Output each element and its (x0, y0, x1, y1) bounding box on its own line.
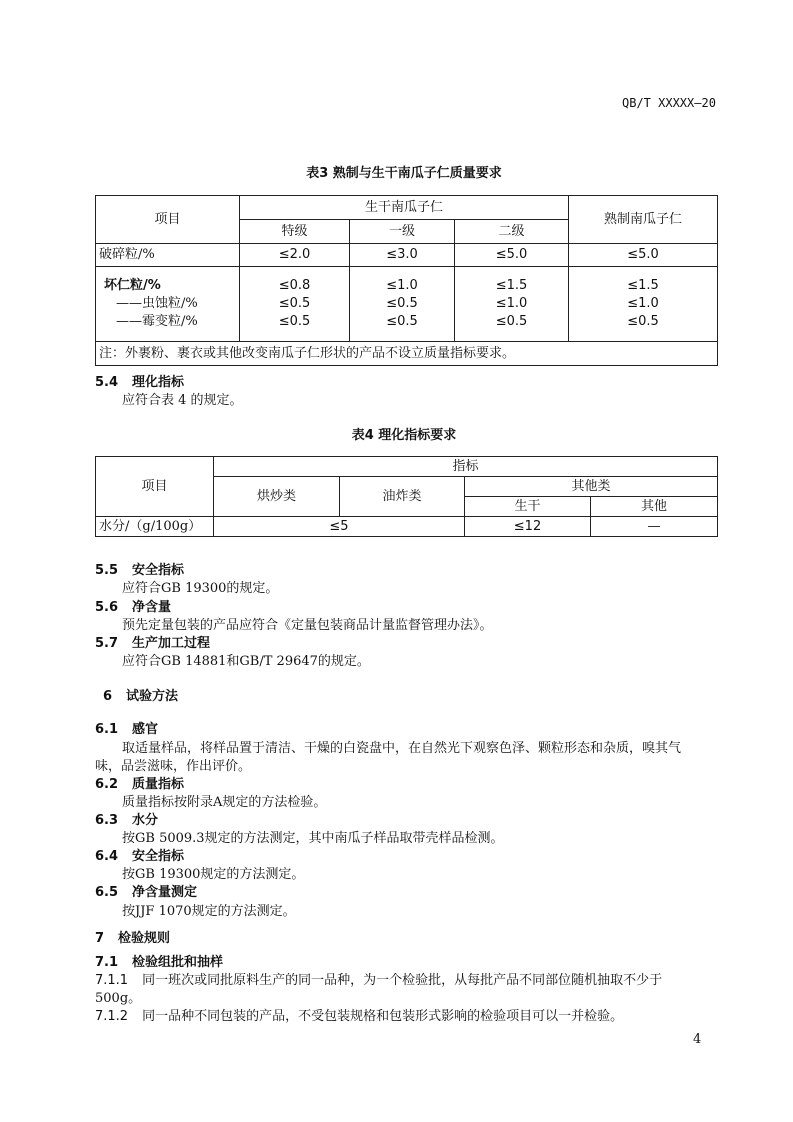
table3-grade-second: 二级 (455, 220, 569, 244)
section-5-4-text: 应符合表 4 的规定。 (122, 393, 243, 408)
section-text: 同一品种不同包装的产品，不受包装规格和包装形式影响的检验项目可以一并检验。 (142, 1009, 624, 1024)
table4-header-roast: 烘炒类 (214, 477, 340, 517)
table3-cell: ≤1.5 (495, 278, 528, 293)
table4-cell: — (591, 517, 718, 537)
table3-cell: ≤5.0 (569, 244, 718, 267)
table4-header-raw: 生干 (465, 497, 591, 517)
section-number: 5.4 (95, 375, 119, 390)
table3-cell: ≤0.5 (386, 314, 418, 329)
section-6-3-heading (95, 809, 158, 828)
table3-cell: ≤1.0 (386, 278, 418, 293)
table3-cell: ≤0.5 (627, 314, 659, 329)
section-7-heading (95, 927, 170, 946)
section-title: 理化指标 (132, 375, 185, 390)
section-number: 5.6 (95, 600, 119, 615)
section-5-5-heading (95, 559, 184, 578)
section-title: 检验规则 (118, 931, 171, 946)
section-number: 6 (103, 689, 113, 704)
section-number: 6.4 (95, 849, 119, 864)
section-number: 6.5 (95, 885, 119, 900)
section-7-1-1 (95, 969, 662, 988)
section-6-1-heading (95, 718, 158, 737)
section-title: 安全指标 (132, 849, 185, 864)
section-number: 5.7 (95, 636, 119, 651)
table3-bad-label: 坏仁粒/% (104, 278, 161, 293)
table4-cell: ≤12 (465, 517, 591, 537)
table3-bad-labels (96, 267, 240, 342)
table3-bad-col2 (350, 267, 455, 342)
section-6-2-heading (95, 773, 184, 792)
section-6-4-text: 按GB 19300规定的方法测定。 (122, 867, 305, 882)
table3-cell: ≤0.5 (495, 314, 528, 329)
section-5-5-text: 应符合GB 19300的规定。 (122, 581, 279, 596)
table3-cell: ≤3.0 (350, 244, 455, 267)
section-5-7-heading (95, 632, 210, 651)
section-6-4-heading (95, 845, 184, 864)
section-title: 生产加工过程 (132, 636, 211, 651)
table3-bad-col1 (240, 267, 350, 342)
section-7-1-heading (95, 951, 223, 970)
table3-cell: ≤2.0 (240, 244, 350, 267)
table4-header-item: 项目 (96, 457, 214, 517)
section-6-heading (103, 685, 178, 704)
section-5-6-text: 预先定量包装的产品应符合《定量包装商品计量监督管理办法》。 (122, 618, 493, 633)
section-title: 净含量测定 (132, 885, 198, 900)
section-title: 检验组批和抽样 (132, 955, 224, 970)
table3-cell: ≤5.0 (455, 244, 569, 267)
section-number: 6.1 (95, 722, 119, 737)
table3-bad-col3 (455, 267, 569, 342)
section-title: 净含量 (132, 600, 172, 615)
document-number: QB/T XXXXX—20 (622, 96, 716, 110)
section-title: 质量指标 (132, 777, 185, 792)
table4-header-index: 指标 (214, 457, 718, 477)
page-number: 4 (693, 1032, 702, 1047)
section-title: 感官 (132, 722, 159, 737)
table4-header-other: 其他 (591, 497, 718, 517)
section-number: 5.5 (95, 563, 119, 578)
table3-grade-first: 一级 (350, 220, 455, 244)
table4-header-fried: 油炸类 (340, 477, 465, 517)
section-6-5-heading (95, 881, 197, 900)
table4-caption: 表4 理化指标要求 (351, 428, 457, 443)
section-7-1-1-line2: 500g。 (95, 991, 142, 1006)
table4-header-other-type: 其他类 (465, 477, 718, 497)
table3-note: 注：外裹粉、裹衣或其他改变南瓜子仁形状的产品不设立质量指标要求。 (96, 342, 718, 366)
section-number: 7.1.1 (95, 973, 129, 988)
table3-header-cooked: 熟制南瓜子仁 (569, 196, 718, 244)
section-title: 水分 (132, 813, 159, 828)
table3-header-item: 项目 (96, 196, 240, 244)
table3-cell: ≤1.5 (627, 278, 659, 293)
table3-caption: 表3 熟制与生干南瓜子仁质量要求 (306, 166, 502, 181)
section-6-5-text: 按JJF 1070规定的方法测定。 (122, 904, 296, 919)
table3-cell: ≤0.5 (386, 296, 418, 311)
section-number: 6.3 (95, 813, 119, 828)
section-number: 7.1 (95, 955, 119, 970)
table-row (96, 244, 718, 267)
table3-cell: ≤0.5 (278, 314, 311, 329)
section-6-1-text-line2: 味，品尝滋味，作出评价。 (95, 759, 252, 774)
table3-mold-label: ——霉变粒/% (116, 314, 198, 329)
section-number: 7 (95, 931, 105, 946)
table3-cell: ≤1.0 (627, 296, 659, 311)
table3-cell: ≤0.8 (278, 278, 311, 293)
section-text: 同一班次或同批原料生产的同一品种，为一个检验批，从每批产品不同部位随机抽取不少于 (142, 973, 663, 988)
table4-cell: ≤5 (214, 517, 465, 537)
section-5-6-heading (95, 596, 171, 615)
table-row (96, 267, 718, 342)
section-6-3-text: 按GB 5009.3规定的方法测定，其中南瓜子样品取带壳样品检测。 (122, 831, 504, 846)
section-title: 安全指标 (132, 563, 185, 578)
section-7-1-2 (95, 1005, 623, 1024)
table3-cell: ≤1.0 (495, 296, 528, 311)
section-number: 6.2 (95, 777, 119, 792)
section-title: 试验方法 (126, 689, 179, 704)
table-row (96, 517, 718, 537)
section-5-4-heading (95, 371, 184, 390)
table3 (95, 195, 718, 366)
section-number: 7.1.2 (95, 1009, 129, 1024)
table3-bad-col4 (569, 267, 718, 342)
table4 (95, 456, 718, 537)
table3-grade-premium: 特级 (240, 220, 350, 244)
table3-insect-label: ——虫蚀粒/% (116, 296, 198, 311)
section-6-2-text: 质量指标按附录A规定的方法检验。 (122, 795, 327, 810)
section-6-1-text-line1: 取适量样品，将样品置于清洁、干燥的白瓷盘中，在自然光下观察色泽、颗粒形态和杂质，嗅其气 (122, 741, 682, 756)
table3-cell: ≤0.5 (278, 296, 311, 311)
section-5-7-text: 应符合GB 14881和GB/T 29647的规定。 (122, 654, 370, 669)
table3-row-label: 破碎粒/% (96, 244, 240, 267)
table3-header-raw: 生干南瓜子仁 (240, 196, 569, 220)
table4-row-label: 水分/（g/100g） (96, 517, 214, 537)
